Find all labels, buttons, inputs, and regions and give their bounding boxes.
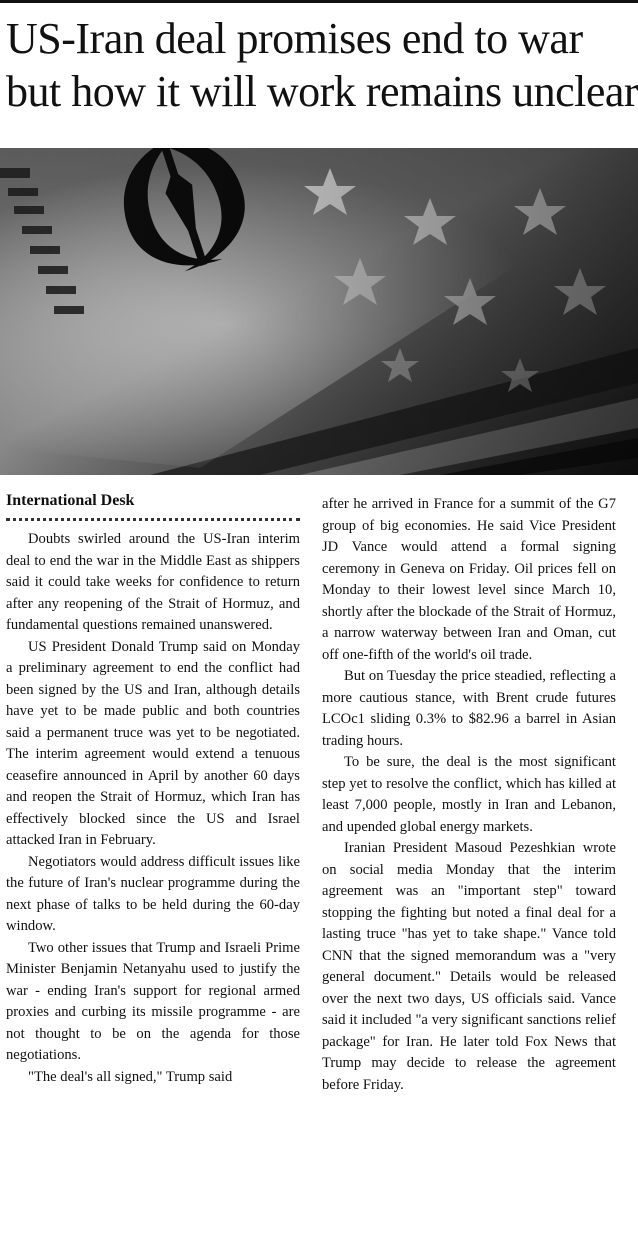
paragraph: "The deal's all signed," Trump said: [28, 1068, 233, 1085]
paragraph: Negotiators would address difficult issues like the future of Iran's nuclear programme during the next phase of talks to be held during the 60-day window.: [6, 853, 300, 934]
paragraph: To be sure, the deal is the most significant step yet to resolve the conflict, which has killed at least 7,000 people, mostly in Iran and Lebanon, and upended global energy markets.: [322, 754, 616, 835]
paragraph: Iranian President Masoud Pezeshkian wrote on social media Monday that the interim agreement was an "important step" toward stopping the fighting but noted a final deal for a lasting truce "has yet to take shape." Vance told CNN that the signed memorandum was a "very general document." Details would be released over the next two days, US officials said. Vance said it included "a very significant sanctions relief package" for Iran. He later told Fox News that Trump may decide to release the agreement before Friday.: [322, 840, 616, 1093]
paragraph: Two other issues that Trump and Israeli Prime Minister Benjamin Netanyahu used to justify the war - ending Iran's support for regional armed proxies and curbing its missile programme - are not thought to be on the agenda for those negotiations.: [6, 939, 300, 1063]
byline: International Desk: [6, 490, 300, 521]
article-column-left: [6, 490, 300, 1088]
paragraph-continued: after he arrived in France for a summit of the G7 group of big economies. He said Vice President JD Vance would attend a formal signing ceremony in Geneva on Friday. Oil prices fell on Monday to their lowest level since March 10, shortly after the blockade of the Strait of Hormuz, a narrow waterway between Iran and Oman, cut off one-fifth of the world's oil trade.: [322, 496, 616, 663]
paragraph: But on Tuesday the price steadied, reflecting a more cautious stance, with Brent crude futures LCOc1 sliding 0.3% to $82.96 a barrel in Asian trading hours.: [322, 668, 616, 749]
flag-photo-illustration: [0, 148, 638, 475]
paragraph: Doubts swirled around the US-Iran interim deal to end the war in the Middle East as shippers said it could take weeks for confidence to return after any reopening of the Strait of Hormuz, and fundamental questions remained unanswered.: [6, 531, 300, 633]
article-column-right: [322, 494, 616, 1096]
article-photo: [0, 148, 638, 475]
headline-line-1: US-Iran deal promises end to war: [6, 14, 583, 63]
top-rule: [0, 0, 638, 3]
headline-line-2: but how it will work remains unclear: [6, 67, 638, 116]
paragraph: US President Donald Trump said on Monday a preliminary agreement to end the conflict had been signed by the US and Iran, although details have yet to be made public and both countries said a permanent truce was yet to be negotiated. The interim agreement would extend a tenuous ceasefire announced in April by another 60 days and reopen the Strait of Hormuz, which Iran has effectively blocked since the US and Israel attacked Iran in February.: [6, 638, 300, 848]
headline: [6, 12, 638, 118]
